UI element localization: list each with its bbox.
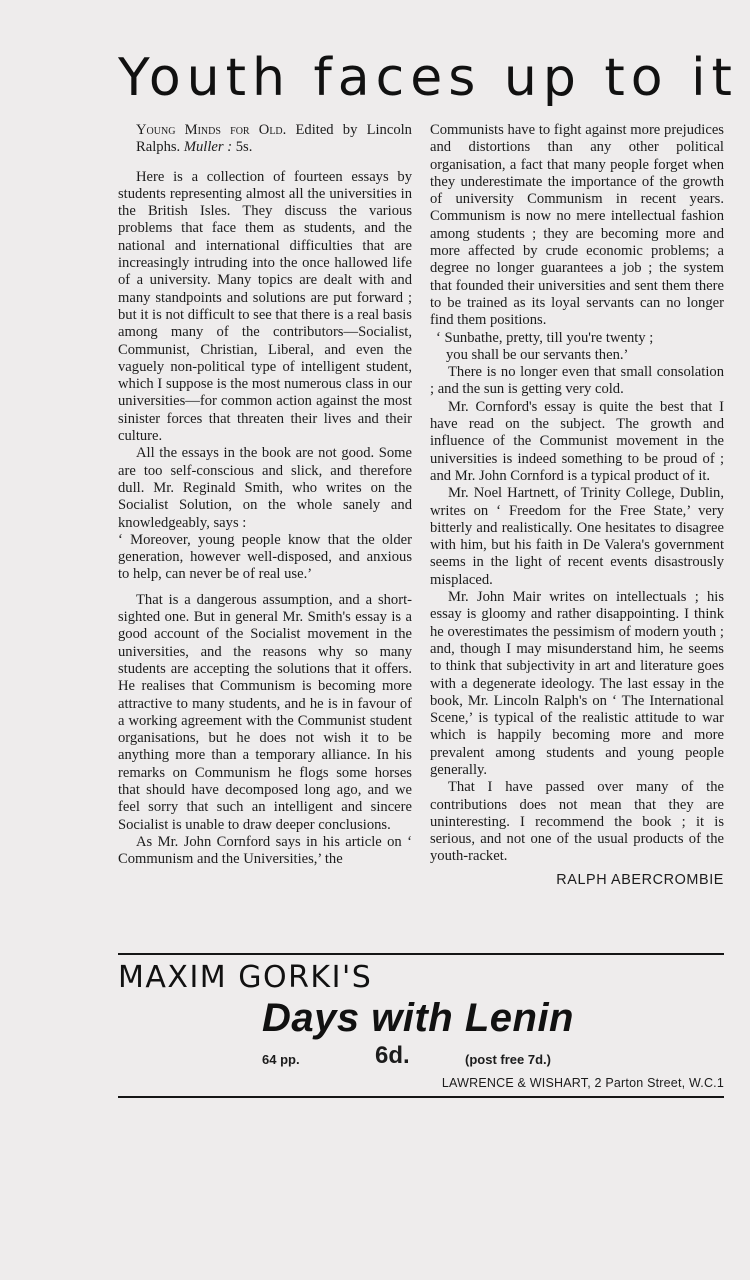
review-paragraph: There is no longer even that small consolation ; and the sun is getting very cold. <box>430 364 724 398</box>
verse-line: ‘ Sunbathe, pretty, till you're twenty ; <box>436 329 654 346</box>
advert-bottom-rule <box>118 1096 724 1098</box>
verse-line: you shall be our servants then.’ <box>446 346 629 363</box>
review-paragraph: That is a dangerous assumption, and a short-sighted one. But in general Mr. Smith's essay is a good account of the Socialist movement in the universities, and the reasons why so many students are accepting the solutions that it offers. He realises that Communism is becoming more attractive to many students, and he is in favour of a working agreement with the Communist student organisations, but he does not wish it to be anything more than a temporary alliance. In his remarks on Communism he flogs some horses that should have decomposed long ago, and we feel sorry that such an intelligent and sincere Socialist is unable to draw deeper conclusions. <box>118 591 412 833</box>
reviewer-signature: RALPH ABERCROMBIE <box>556 871 724 888</box>
review-column-right <box>430 122 724 889</box>
advert-publisher: LAWRENCE & WISHART, 2 Parton Street, W.C.1 <box>441 1076 724 1090</box>
book-publisher: Muller : <box>183 139 233 156</box>
review-quotation: ‘ Moreover, young people know that the older generation, however well-disposed, and anxious to help, can never be of real use.’ <box>118 531 412 583</box>
review-paragraph: Communists have to fight against more prejudices and distortions than any other political organisation, a fact that many people forget when they underestimate the importance of the growth of university Communism in recent years. Communism is now no mere intellectual fashion among students ; they are becoming more and more affected by crude economic problems; a degree no longer guarantees a job ; the system that founded their universities and sent them there to be trained as its loyal servants can no longer find them positions. <box>430 122 724 329</box>
review-paragraph: Mr. John Mair writes on intellectuals ; his essay is gloomy and rather disappointing. I think he overestimates the pessimism of modern youth ; and, though I may misunderstand him, he seems to think that subjectivity in art and literature goes with a degenerate ideology. The last essay in the book, Mr. Lincoln Ralph's on ‘ The International Scene,’ is typical of the realistic attitude to war which is happily becoming more and more prevalent among students and young people generally. <box>430 589 724 778</box>
review-column-left <box>118 122 412 868</box>
advert-top-rule <box>118 953 724 955</box>
review-paragraph: Mr. Cornford's essay is quite the best that I have read on the subject. The growth and influence of the Communist movement in the universities is indeed something to be proud of ; and Mr. John Cornford is a typical product of it. <box>430 398 724 484</box>
advert-price: 6d. <box>375 1042 410 1069</box>
book-price: 5s. <box>235 139 253 156</box>
review-paragraph: That I have passed over many of the contributions does not mean that they are uninteresting. I recommend the book ; it is serious, and not one of the usual products of the youth-racket. <box>430 779 724 865</box>
book-title: Young Minds for Old <box>136 122 283 138</box>
review-paragraph: All the essays in the book are not good. Some are too self-conscious and slick, and therefore dull. Mr. Reginald Smith, who writes on the Socialist Solution, on the whole sanely and knowledgeably, says : <box>118 445 412 531</box>
advert-page-count: 64 pp. <box>262 1052 300 1067</box>
advert-book-title: Days with Lenin <box>262 996 574 1040</box>
article-headline: Youth faces up to it <box>118 48 738 108</box>
book-details: . Edited by Lincoln Ralphs. <box>136 122 412 156</box>
advert-author: MAXIM GORKI'S <box>118 960 373 995</box>
advert-postage: (post free 7d.) <box>465 1052 551 1067</box>
review-paragraph: Here is a collection of fourteen essays by students representing almost all the universities in the British Isles. They discuss the various problems that face them as students, and the national and international difficulties that are increasingly intruding into the once hallowed life of a university. Many topics are dealt with and many standpoints and solutions are put forward ; but it is not difficult to see that there is a real basis among many of the contributors—Socialist, Communist, Christian, Liberal, and even the vaguely non-political type of intelligent student, which I suppose is the most numerous class in our universities—for common action against the most sinister forces that threaten their lives and their culture. <box>118 168 412 445</box>
review-paragraph: Mr. Noel Hartnett, of Trinity College, Dublin, writes on ‘ Freedom for the Free State,’ very bitterly and realistically. One hesitates to disagree with him, but his faith in De Valera's government seems in the light of recent events disastrously misplaced. <box>430 485 724 588</box>
review-paragraph: As Mr. John Cornford says in his article on ‘ Communism and the Universities,’ the <box>118 833 412 868</box>
book-citation <box>118 122 412 157</box>
